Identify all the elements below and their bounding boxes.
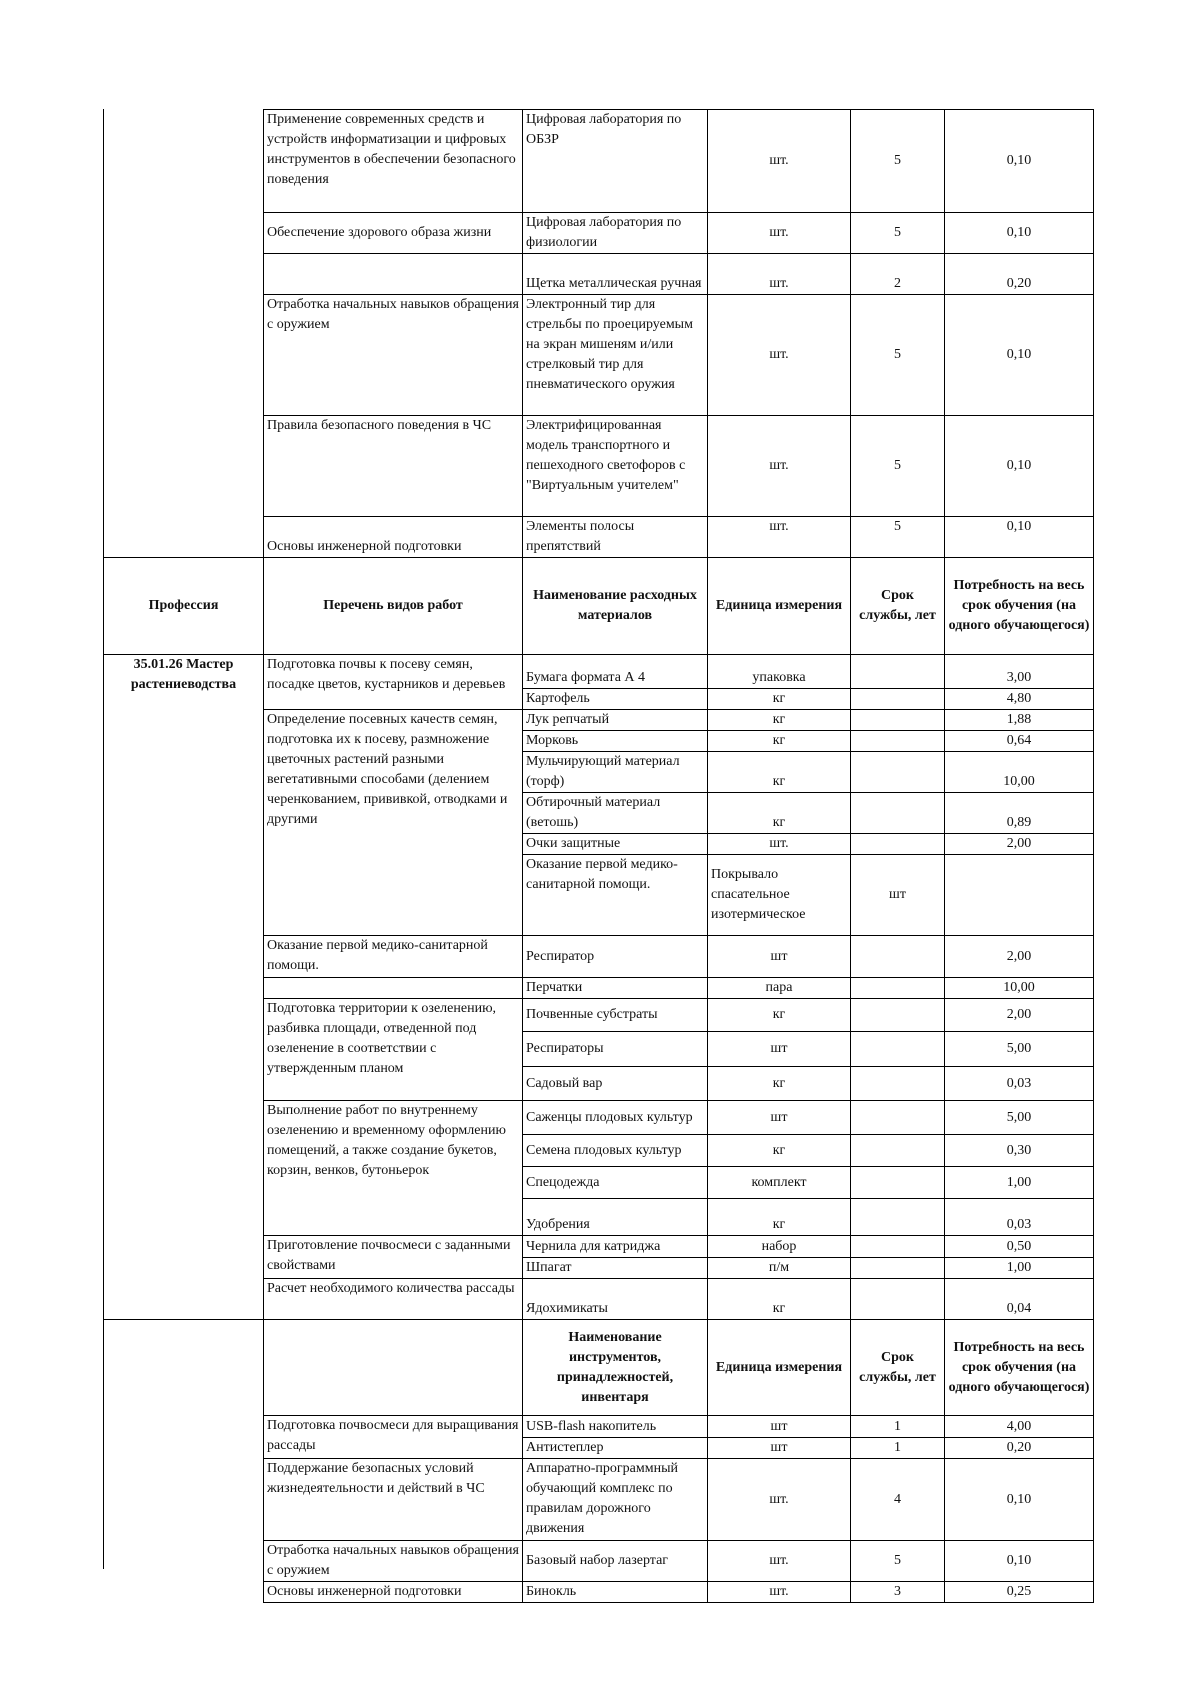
unit-cell: кг: [708, 1135, 851, 1167]
need-cell: 1,00: [945, 1167, 1094, 1199]
term-cell: [851, 834, 945, 855]
term-cell: [851, 655, 945, 689]
need-cell: 1,00: [945, 1258, 1094, 1279]
term-cell: 5: [851, 295, 945, 416]
header-need: Потребность на весь срок обучения (на одного обучающегося): [945, 558, 1094, 655]
unit-cell: шт.: [708, 1541, 851, 1582]
need-cell: 2,00: [945, 834, 1094, 855]
term-cell: [851, 689, 945, 710]
item-name-cell: Шпагат: [523, 1258, 708, 1279]
unit-cell: шт: [708, 936, 851, 978]
work-cell: Оказание первой медико-санитарной помощи.: [523, 855, 708, 936]
work-cell: Приготовление почвосмеси с заданными свойствами: [264, 1236, 523, 1279]
item-name-cell: Чернила для катриджа: [523, 1236, 708, 1258]
table-row: [104, 1541, 1094, 1582]
profession-cell: [104, 1582, 264, 1603]
term-cell: [851, 1199, 945, 1236]
profession-cell: [104, 1459, 264, 1541]
term-cell: 1: [851, 1438, 945, 1459]
term-cell: [851, 999, 945, 1032]
unit-cell: шт: [708, 1416, 851, 1438]
work-cell: Подготовка почвосмеси для выращивания рассады: [264, 1416, 523, 1459]
unit-cell: шт.: [708, 1459, 851, 1541]
work-cell: Обеспечение здорового образа жизни: [264, 213, 523, 254]
need-cell: 0,10: [945, 416, 1094, 517]
item-name-cell: Спецодежда: [523, 1167, 708, 1199]
unit-cell: кг: [708, 793, 851, 834]
work-cell: Расчет необходимого количества рассады: [264, 1279, 523, 1320]
item-name-cell: Мульчирующий материал (торф): [523, 752, 708, 793]
term-cell: [851, 731, 945, 752]
work-cell: Выполнение работ по внутреннему озеленению и временному оформлению помещений, а также создание букетов, корзин, венков, бутоньерок: [264, 1101, 523, 1236]
work-cell: Основы инженерной подготовки: [264, 1582, 523, 1603]
item-name-cell: Лук репчатый: [523, 710, 708, 731]
need-cell: 4,00: [945, 1416, 1094, 1438]
table-row: [104, 110, 1094, 213]
term-cell: [945, 855, 1094, 936]
need-cell: 5,00: [945, 1032, 1094, 1067]
table-header-row: [104, 558, 1094, 655]
item-name-cell: Обтирочный материал (ветошь): [523, 793, 708, 834]
header-works: Перечень видов работ: [264, 558, 523, 655]
work-cell: Отработка начальных навыков обращения с оружием: [264, 1541, 523, 1582]
need-cell: 0,10: [945, 1459, 1094, 1541]
unit-cell: шт: [708, 1438, 851, 1459]
item-name-cell: Морковь: [523, 731, 708, 752]
unit-cell: пара: [708, 978, 851, 999]
table-row: [104, 655, 1094, 689]
term-cell: [851, 752, 945, 793]
profession-cell: [104, 517, 264, 558]
unit-cell: кг: [708, 999, 851, 1032]
table-row: [104, 1582, 1094, 1603]
need-cell: 0,10: [945, 110, 1094, 213]
profession-cell: [104, 213, 264, 254]
profession-name: 35.01.26 Мастер растениеводства: [104, 655, 264, 1320]
unit-cell: кг: [708, 752, 851, 793]
header-unit: Единица измерения: [708, 558, 851, 655]
unit-cell: шт.: [708, 517, 851, 558]
term-cell: 5: [851, 416, 945, 517]
term-cell: 5: [851, 517, 945, 558]
table-row: [104, 295, 1094, 416]
unit-cell: шт.: [708, 295, 851, 416]
term-cell: 5: [851, 110, 945, 213]
table-row: [104, 1416, 1094, 1438]
unit-cell: комплект: [708, 1167, 851, 1199]
work-cell: Подготовка почвы к посеву семян, посадке цветов, кустарников и деревьев: [264, 655, 523, 710]
unit-cell: шт.: [708, 834, 851, 855]
item-name-cell: Электрифицированная модель транспортного и пешеходного светофоров с "Виртуальным учителем": [523, 416, 708, 517]
unit-cell: шт: [851, 855, 945, 936]
work-cell: Применение современных средств и устройств информатизации и цифровых инструментов в обеспечении безопасного поведения: [264, 110, 523, 213]
need-cell: 0,50: [945, 1236, 1094, 1258]
term-cell: [851, 793, 945, 834]
profession-cell: [104, 1320, 264, 1416]
profession-cell: [104, 295, 264, 416]
unit-cell: кг: [708, 689, 851, 710]
profession-cell: [104, 110, 264, 213]
need-cell: 0,10: [945, 295, 1094, 416]
profession-cell: [104, 1416, 264, 1438]
item-name-cell: Элементы полосы препятствий: [523, 517, 708, 558]
item-name-cell: Респиратор: [523, 936, 708, 978]
term-cell: 4: [851, 1459, 945, 1541]
term-cell: [851, 1067, 945, 1101]
need-cell: 0,10: [945, 1541, 1094, 1582]
term-cell: 5: [851, 213, 945, 254]
unit-cell: шт.: [708, 110, 851, 213]
term-cell: [851, 1101, 945, 1135]
term-cell: [851, 710, 945, 731]
need-cell: 0,20: [945, 254, 1094, 295]
item-name-cell: Цифровая лаборатория по физиологии: [523, 213, 708, 254]
item-name-cell: Покрывало спасательное изотермическое: [708, 855, 851, 936]
item-name-cell: Цифровая лаборатория по ОБЗР: [523, 110, 708, 213]
term-cell: 5: [851, 1541, 945, 1582]
unit-cell: кг: [708, 1199, 851, 1236]
unit-cell: упаковка: [708, 655, 851, 689]
table-row: [104, 416, 1094, 517]
work-cell: Отработка начальных навыков обращения с оружием: [264, 295, 523, 416]
item-name-cell: Электронный тир для стрельбы по проецируемым на экран мишеням и/или стрелковый тир для пневматического оружия: [523, 295, 708, 416]
work-cell: Определение посевных качеств семян, подготовка их к посеву, размножение цветочных растений разными вегетативными способами (делением черенкованием, прививкой, отводками и другими: [264, 710, 523, 936]
item-name-cell: Ядохимикаты: [523, 1279, 708, 1320]
unit-cell: кг: [708, 1279, 851, 1320]
unit-cell: кг: [708, 731, 851, 752]
item-name-cell: Антистеплер: [523, 1438, 708, 1459]
header-works: [264, 1320, 523, 1416]
need-cell: 2,00: [945, 999, 1094, 1032]
profession-cell: [104, 416, 264, 517]
term-cell: [851, 1032, 945, 1067]
work-cell: Поддержание безопасных условий жизнедеятельности и действий в ЧС: [264, 1459, 523, 1541]
unit-cell: кг: [708, 710, 851, 731]
term-cell: [851, 1236, 945, 1258]
work-cell: [264, 978, 523, 999]
table-row: [104, 254, 1094, 295]
unit-cell: п/м: [708, 1258, 851, 1279]
item-name-cell: Аппаратно-программный обучающий комплекс по правилам дорожного движения: [523, 1459, 708, 1541]
item-name-cell: Респираторы: [523, 1032, 708, 1067]
need-cell: 2,00: [945, 936, 1094, 978]
item-name-cell: Почвенные субстраты: [523, 999, 708, 1032]
need-cell: 10,00: [945, 752, 1094, 793]
need-cell: 0,30: [945, 1135, 1094, 1167]
unit-cell: кг: [708, 1067, 851, 1101]
need-cell: 3,00: [945, 655, 1094, 689]
work-cell: Оказание первой медико-санитарной помощи.: [264, 936, 523, 978]
need-cell: 0,04: [945, 1279, 1094, 1320]
header-tool-name: Наименование инструментов, принадлежностей, инвентаря: [523, 1320, 708, 1416]
item-name-cell: Щетка металлическая ручная: [523, 254, 708, 295]
term-cell: [851, 1135, 945, 1167]
unit-cell: шт.: [708, 213, 851, 254]
table-row: [104, 1438, 1094, 1459]
unit-cell: шт: [708, 1032, 851, 1067]
work-cell: Правила безопасного поведения в ЧС: [264, 416, 523, 517]
profession-cell: [104, 1541, 264, 1582]
equipment-table: [103, 109, 1094, 1603]
term-cell: 1: [851, 1416, 945, 1438]
table-row: [104, 517, 1094, 558]
need-cell: 0,10: [945, 213, 1094, 254]
term-cell: [851, 1258, 945, 1279]
table-header-row: [104, 1320, 1094, 1416]
item-name-cell: Удобрения: [523, 1199, 708, 1236]
unit-cell: набор: [708, 1236, 851, 1258]
header-unit: Единица измерения: [708, 1320, 851, 1416]
need-cell: 0,64: [945, 731, 1094, 752]
item-name-cell: Очки защитные: [523, 834, 708, 855]
item-name-cell: Картофель: [523, 689, 708, 710]
work-cell: Основы инженерной подготовки: [264, 517, 523, 558]
need-cell: 0,10: [945, 517, 1094, 558]
item-name-cell: Бумага формата А 4: [523, 655, 708, 689]
item-name-cell: Садовый вар: [523, 1067, 708, 1101]
header-profession: Профессия: [104, 558, 264, 655]
term-cell: [851, 1167, 945, 1199]
term-cell: [851, 1279, 945, 1320]
need-cell: 5,00: [945, 1101, 1094, 1135]
need-cell: 4,80: [945, 689, 1094, 710]
profession-cell: [104, 254, 264, 295]
need-cell: 0,03: [945, 1067, 1094, 1101]
profession-cell: [104, 1438, 264, 1459]
need-cell: 0,89: [945, 793, 1094, 834]
need-cell: 0,20: [945, 1438, 1094, 1459]
work-cell: [264, 254, 523, 295]
term-cell: [851, 936, 945, 978]
unit-cell: шт.: [708, 416, 851, 517]
header-need: Потребность на весь срок обучения (на одного обучающегося): [945, 1320, 1094, 1416]
need-cell: 10,00: [945, 978, 1094, 999]
header-item-name: Наименование расходных материалов: [523, 558, 708, 655]
unit-cell: шт: [708, 1101, 851, 1135]
table-row: [104, 213, 1094, 254]
table-row: [104, 1459, 1094, 1541]
header-term: Срок службы, лет: [851, 558, 945, 655]
item-name-cell: Семена плодовых культур: [523, 1135, 708, 1167]
need-cell: 0,25: [945, 1582, 1094, 1603]
term-cell: 2: [851, 254, 945, 295]
term-cell: [851, 978, 945, 999]
term-cell: 3: [851, 1582, 945, 1603]
item-name-cell: Перчатки: [523, 978, 708, 999]
unit-cell: шт.: [708, 254, 851, 295]
item-name-cell: USB-flash накопитель: [523, 1416, 708, 1438]
need-cell: 1,88: [945, 710, 1094, 731]
header-term: Срок службы, лет: [851, 1320, 945, 1416]
need-cell: 0,03: [945, 1199, 1094, 1236]
item-name-cell: Саженцы плодовых культур: [523, 1101, 708, 1135]
item-name-cell: Базовый набор лазертаг: [523, 1541, 708, 1582]
work-cell: Подготовка территории к озеленению, разбивка площади, отведенной под озеленение в соответствии с утвержденным планом: [264, 999, 523, 1101]
item-name-cell: Бинокль: [523, 1582, 708, 1603]
unit-cell: шт.: [708, 1582, 851, 1603]
